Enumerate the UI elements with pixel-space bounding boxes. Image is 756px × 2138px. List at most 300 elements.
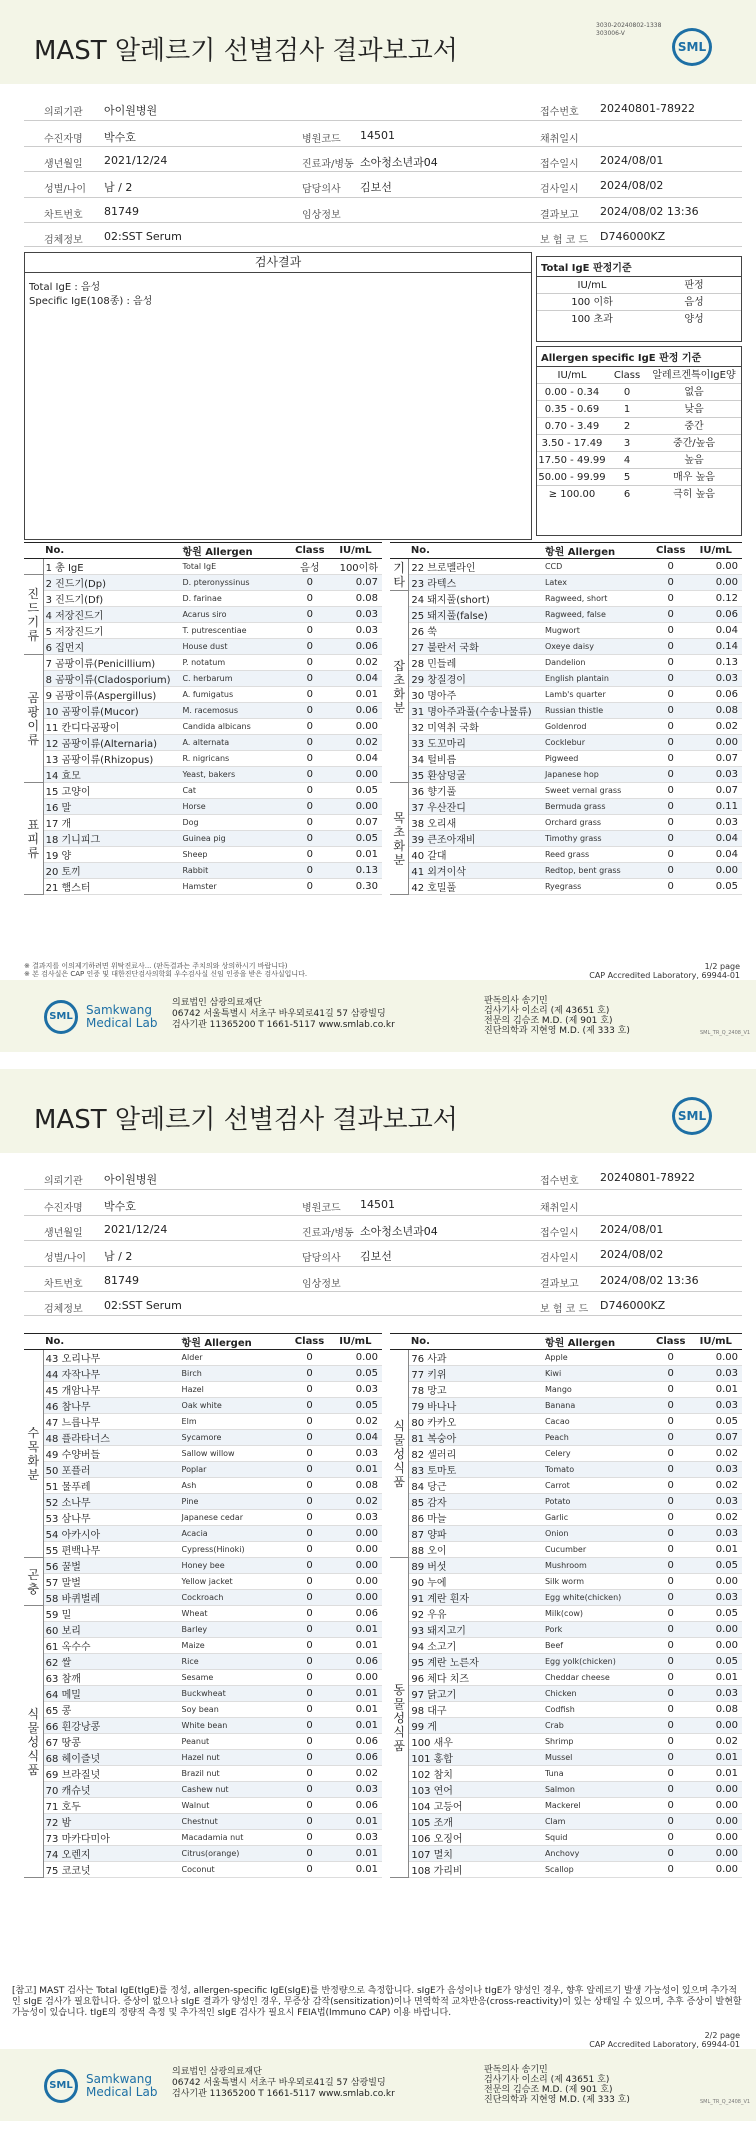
allergen-group: [24, 559, 43, 575]
footer-logo-icon: SML: [44, 2069, 78, 2103]
allergen-value: 0.06: [329, 639, 382, 655]
allergen-value: 0.03: [329, 1782, 382, 1798]
table-row: [390, 1782, 742, 1798]
allergen-value: 0.01: [329, 1686, 382, 1702]
allergen-value: 0.00: [329, 1558, 382, 1574]
table-row: [24, 1462, 382, 1478]
allergen-class: 0: [290, 1446, 328, 1462]
allergen-class: 0: [652, 767, 690, 783]
allergen-class: 0: [291, 607, 329, 623]
table-row: [24, 1622, 382, 1638]
allergen-english: Chestnut: [180, 1814, 291, 1830]
table-row: [390, 1526, 742, 1542]
allergen-value: 0.04: [329, 751, 382, 767]
no-header: No.: [409, 1334, 543, 1350]
allergen-class: 0: [652, 1446, 690, 1462]
allergen-name: 73 마카다미아: [43, 1830, 179, 1846]
allergen-group: 곰 팡 이 류: [24, 655, 43, 783]
allergen-value: 0.00: [329, 1670, 382, 1686]
table-row: [390, 1510, 742, 1526]
allergen-class: 0: [652, 703, 690, 719]
allergen-class: 0: [652, 831, 690, 847]
allergen-value: 0.03: [690, 671, 742, 687]
allergen-name: 54 아카시아: [43, 1526, 179, 1542]
allergen-value: 0.02: [690, 1734, 742, 1750]
allergen-value: 0.00: [329, 1590, 382, 1606]
table-row: [24, 1558, 382, 1574]
allergen-class: 0: [291, 719, 329, 735]
hospcode-label: 병원코드: [302, 134, 341, 145]
allergen-english: Reed grass: [543, 847, 652, 863]
allergen-value: 0.01: [690, 1750, 742, 1766]
allergen-class: 0: [652, 1686, 690, 1702]
allergen-english: Japanese cedar: [180, 1510, 291, 1526]
allergen-value: 0.03: [690, 815, 742, 831]
allergen-header: 항원 Allergen: [180, 1334, 291, 1350]
tested-label: 검사일시: [540, 184, 579, 195]
allergen-name: 59 밀: [43, 1606, 179, 1622]
table-row: [24, 1750, 382, 1766]
allergen-name: 19 양: [43, 847, 180, 863]
table-row: [24, 655, 382, 671]
allergen-value: 0.03: [329, 1446, 382, 1462]
allergen-english: English plantain: [543, 671, 652, 687]
allergen-english: C. herbarum: [180, 671, 290, 687]
allergen-value: 0.01: [329, 1622, 382, 1638]
table-row: [390, 1446, 742, 1462]
allergen-english: Tuna: [543, 1766, 652, 1782]
allergen-english: Acarus siro: [180, 607, 290, 623]
allergen-value: 0.02: [690, 1446, 742, 1462]
allergen-class: 0: [290, 1766, 328, 1782]
allergen-name: 103 연어: [409, 1782, 543, 1798]
table-row: [24, 1574, 382, 1590]
table-row: [390, 783, 742, 799]
table-row: [390, 1558, 742, 1574]
allergen-value: 0.04: [690, 623, 742, 639]
allergen-english: Oak white: [180, 1398, 291, 1414]
allergen-name: 14 효모: [43, 767, 180, 783]
allergen-class: 0: [652, 863, 690, 879]
allergen-class: 0: [291, 735, 329, 751]
allergen-class: 0: [290, 1430, 328, 1446]
allergen-class: 0: [291, 639, 329, 655]
allergen-name: 24 돼지풀(short): [409, 591, 543, 607]
allergen-value: 0.08: [329, 1478, 382, 1494]
allergen-name: 90 누에: [409, 1574, 543, 1590]
allergen-english: Celery: [543, 1446, 652, 1462]
chart-value: 81749: [104, 205, 139, 218]
allergen-name: 95 계란 노른자: [409, 1654, 543, 1670]
allergen-class: 0: [291, 655, 329, 671]
allergen-name: 33 도꼬마리: [409, 735, 543, 751]
group-header: [390, 543, 409, 559]
allergen-class: 0: [290, 1750, 328, 1766]
table-row: [390, 719, 742, 735]
allergen-english: Kiwi: [543, 1366, 652, 1382]
allergen-value: 0.00: [690, 575, 742, 591]
allergen-english: Timothy grass: [543, 831, 652, 847]
allergen-name: 99 게: [409, 1718, 543, 1734]
allergen-name: 104 고등어: [409, 1798, 543, 1814]
reported-value: 2024/08/02 13:36: [600, 205, 699, 218]
allergen-class: 0: [652, 1526, 690, 1542]
allergen-group: 잡 초 화 분: [390, 591, 409, 783]
allergen-name: 101 홍합: [409, 1750, 543, 1766]
allergen-english: Pigweed: [543, 751, 652, 767]
table-row: [24, 815, 382, 831]
allergen-class: 0: [291, 575, 329, 591]
allergen-name: 60 보리: [43, 1622, 179, 1638]
allergen-class: 0: [652, 1670, 690, 1686]
allergen-value: 0.00: [690, 1830, 742, 1846]
report-title: MAST 알레르기 선별검사 결과보고서: [34, 1105, 458, 1135]
allergen-class: 0: [652, 1814, 690, 1830]
allergen-name: 62 쌀: [43, 1654, 179, 1670]
allergen-name: 43 오리나무: [43, 1350, 179, 1366]
allergen-class: 0: [290, 1622, 328, 1638]
allergen-name: 85 감자: [409, 1494, 543, 1510]
table-row: [390, 847, 742, 863]
allergen-class: 0: [652, 1718, 690, 1734]
allergen-name: 105 조개: [409, 1814, 543, 1830]
allergen-table-p1-left: [24, 542, 382, 895]
allergen-name: 10 곰팡이류(Mucor): [43, 703, 180, 719]
table-row: [24, 639, 382, 655]
allergen-value: 0.05: [329, 831, 382, 847]
allergen-class: 0: [652, 719, 690, 735]
allergen-value: 0.30: [329, 879, 382, 895]
allergen-name: 17 개: [43, 815, 180, 831]
table-row: [24, 623, 382, 639]
allergen-english: Hazel nut: [180, 1750, 291, 1766]
allergen-class: 0: [652, 1862, 690, 1878]
allergen-class: 0: [290, 1382, 328, 1398]
allergen-english: Yeast, bakers: [180, 767, 290, 783]
specimen-label: 검체정보: [44, 235, 83, 246]
allergen-english: Soy bean: [180, 1702, 291, 1718]
allergen-english: Silk worm: [543, 1574, 652, 1590]
allergen-english: Lamb's quarter: [543, 687, 652, 703]
table-row: [24, 1798, 382, 1814]
allergen-value: 0.01: [329, 687, 382, 703]
allergen-class: 0: [290, 1686, 328, 1702]
allergen-english: Mango: [543, 1382, 652, 1398]
allergen-name: 26 쑥: [409, 623, 543, 639]
table-row: [24, 1542, 382, 1558]
allergen-english: Candida albicans: [180, 719, 290, 735]
table-row: [390, 1670, 742, 1686]
table-row: [24, 1494, 382, 1510]
allergen-class: 0: [652, 1494, 690, 1510]
accession-value: 20240801-78922: [600, 102, 695, 115]
allergen-english: Goldenrod: [543, 719, 652, 735]
allergen-english: Ragweed, short: [543, 591, 652, 607]
allergen-class: 0: [291, 863, 329, 879]
allergen-english: Total IgE: [180, 559, 290, 575]
allergen-english: Mushroom: [543, 1558, 652, 1574]
allergen-class: 0: [652, 879, 690, 895]
allergen-english: A. alternata: [180, 735, 290, 751]
sml-logo-icon: SML: [672, 1097, 712, 1135]
allergen-value: 0.13: [329, 863, 382, 879]
table-row: [24, 1670, 382, 1686]
table-row: [24, 1526, 382, 1542]
allergen-value: 0.11: [690, 799, 742, 815]
allergen-english: Squid: [543, 1830, 652, 1846]
allergen-class: 0: [652, 1638, 690, 1654]
class-header: Class: [291, 543, 329, 559]
allergen-group: 기 타: [390, 559, 409, 591]
allergen-english: Chicken: [543, 1686, 652, 1702]
allergen-english: Birch: [180, 1366, 291, 1382]
allergen-value: 0.01: [690, 1382, 742, 1398]
allergen-name: 11 칸디다곰팡이: [43, 719, 180, 735]
allergen-value: 0.08: [690, 703, 742, 719]
sexage-label: 성별/나이: [44, 184, 87, 195]
allergen-header: 항원 Allergen: [543, 1334, 652, 1350]
allergen-value: 0.00: [690, 735, 742, 751]
allergen-class: 0: [290, 1494, 328, 1510]
allergen-class: 0: [291, 783, 329, 799]
table-row: [24, 1846, 382, 1862]
allergen-class: 0: [290, 1574, 328, 1590]
allergen-value: 0.04: [329, 671, 382, 687]
allergen-header: 항원 Allergen: [180, 543, 290, 559]
table-row: [24, 1430, 382, 1446]
allergen-name: 79 바나나: [409, 1398, 543, 1414]
allergen-class: 0: [290, 1510, 328, 1526]
received-value: 2024/08/01: [600, 154, 664, 167]
table-row: [24, 831, 382, 847]
allergen-value: 0.05: [690, 1654, 742, 1670]
table-row: [24, 1478, 382, 1494]
allergen-name: 98 대구: [409, 1702, 543, 1718]
allergen-name: 12 곰팡이류(Alternaria): [43, 735, 180, 751]
allergen-name: 106 오징어: [409, 1830, 543, 1846]
chart-label: 차트번호: [44, 210, 83, 221]
allergen-name: 81 복숭아: [409, 1430, 543, 1446]
allergen-name: 15 고양이: [43, 783, 180, 799]
footer-logo-icon: SML: [44, 1000, 78, 1034]
allergen-english: A. fumigatus: [180, 687, 290, 703]
table-row: [24, 1606, 382, 1622]
table-row: [390, 1622, 742, 1638]
allergen-name: 42 호밀풀: [409, 879, 543, 895]
table-row: [390, 1366, 742, 1382]
table-row: [390, 1398, 742, 1414]
allergen-value: 0.03: [690, 1526, 742, 1542]
total-ige-criteria: Total IgE 판정기준 IU/mL 판정 100 이하 음성 100 초과 양성: [536, 256, 742, 342]
allergen-english: Onion: [543, 1526, 652, 1542]
table-row: [390, 799, 742, 815]
allergen-english: Sheep: [180, 847, 290, 863]
allergen-value: 0.07: [690, 1430, 742, 1446]
allergen-class: 0: [290, 1654, 328, 1670]
allergen-name: 87 양파: [409, 1526, 543, 1542]
allergen-english: Peach: [543, 1430, 652, 1446]
allergen-name: 63 참깨: [43, 1670, 179, 1686]
allergen-value: 0.03: [690, 1494, 742, 1510]
allergen-value: 0.00: [690, 1638, 742, 1654]
allergen-class: 0: [290, 1606, 328, 1622]
allergen-value: 0.01: [329, 1462, 382, 1478]
table-row: [24, 1782, 382, 1798]
table-row: [390, 1638, 742, 1654]
allergen-value: 0.00: [690, 1782, 742, 1798]
table-row: [24, 1766, 382, 1782]
allergen-name: 47 느릅나무: [43, 1414, 179, 1430]
allergen-english: Latex: [543, 575, 652, 591]
allergen-name: 23 라텍스: [409, 575, 543, 591]
table-row: [390, 1654, 742, 1670]
allergen-class: 0: [290, 1638, 328, 1654]
allergen-class: 0: [652, 735, 690, 751]
allergen-class: 0: [652, 639, 690, 655]
allergen-english: Alder: [180, 1350, 291, 1366]
table-row: [24, 879, 382, 895]
allergen-group: 표 피 류: [24, 783, 43, 895]
allergen-class: 0: [652, 1766, 690, 1782]
allergen-name: 41 외겨이삭: [409, 863, 543, 879]
allergen-name: 16 말: [43, 799, 180, 815]
allergen-english: Beef: [543, 1638, 652, 1654]
allergen-name: 45 개암나무: [43, 1382, 179, 1398]
header-code: 3030-20240802-1338 303006-V: [596, 22, 662, 37]
table-row: [390, 639, 742, 655]
allergen-class: 0: [652, 1398, 690, 1414]
allergen-name: 4 저장진드기: [43, 607, 180, 623]
table-row: [390, 623, 742, 639]
table-row: [24, 607, 382, 623]
allergen-value: 0.00: [690, 1846, 742, 1862]
table-row: [24, 671, 382, 687]
allergen-name: 58 바퀴벌레: [43, 1590, 179, 1606]
allergen-class: 0: [652, 1366, 690, 1382]
allergen-class: 음성: [291, 559, 329, 575]
allergen-value: 0.03: [329, 623, 382, 639]
allergen-english: Brazil nut: [180, 1766, 291, 1782]
group-header: [24, 1334, 43, 1350]
allergen-class: 0: [652, 1734, 690, 1750]
allergen-class: 0: [652, 623, 690, 639]
allergen-value: 0.01: [329, 1638, 382, 1654]
allergen-english: Dandelion: [543, 655, 652, 671]
allergen-english: Anchovy: [543, 1846, 652, 1862]
table-row: [390, 1462, 742, 1478]
allergen-class: 0: [291, 623, 329, 639]
allergen-english: Carrot: [543, 1478, 652, 1494]
allergen-value: 0.08: [329, 591, 382, 607]
specific-ige-criteria: Allergen specific IgE 판정 기준 IU/mL Class 알레르겐특이IgE양 0.00 - 0.34 0 없음 0.35 - 0.69 1 낮음 0.70 - 3.49 2 중간 3.50 - 17.49 3 중간/높음 17.50 - 49.99 4 높음 50.00 - 99.99 5 매우 높음 ≥ 100.00 6 극히 높음: [536, 346, 742, 536]
page-number: 2/2 page CAP Accredited Laboratory, 69944-01: [589, 2031, 740, 2049]
allergen-english: Sallow willow: [180, 1446, 291, 1462]
class-header: Class: [290, 1334, 328, 1350]
no-header: No.: [43, 543, 180, 559]
clinical-label: 임상정보: [302, 210, 341, 221]
table-row: [390, 1430, 742, 1446]
allergen-english: Salmon: [543, 1782, 652, 1798]
table-row: [390, 815, 742, 831]
table-row: [390, 1734, 742, 1750]
allergen-value: 0.01: [690, 1766, 742, 1782]
table-row: [24, 1510, 382, 1526]
allergen-value: 0.05: [690, 1606, 742, 1622]
allergen-name: 20 토끼: [43, 863, 180, 879]
allergen-class: 0: [290, 1670, 328, 1686]
unit-header: IU/mL: [329, 543, 382, 559]
allergen-class: 0: [290, 1830, 328, 1846]
allergen-value: 0.06: [690, 607, 742, 623]
allergen-class: 0: [652, 591, 690, 607]
allergen-class: 0: [652, 575, 690, 591]
table-row: [390, 1750, 742, 1766]
allergen-value: 0.06: [690, 687, 742, 703]
class-header: Class: [652, 543, 690, 559]
report-title: MAST 알레르기 선별검사 결과보고서: [34, 36, 458, 66]
allergen-value: 0.02: [329, 1414, 382, 1430]
allergen-english: Cockroach: [180, 1590, 291, 1606]
allergen-value: 0.06: [329, 1750, 382, 1766]
allergen-class: 0: [652, 1462, 690, 1478]
allergen-name: 64 메밀: [43, 1686, 179, 1702]
page-header: [0, 1069, 756, 1153]
allergen-english: Scallop: [543, 1862, 652, 1878]
allergen-class: 0: [290, 1702, 328, 1718]
allergen-class: 0: [291, 671, 329, 687]
allergen-name: 57 말벌: [43, 1574, 179, 1590]
reference-note: [참고] MAST 검사는 Total IgE(tIgE)를 정성, allergen-specific IgE(sIgE)를 반정량으로 측정합니다. sIgE가 음성이나 tIgE가 양성인 경우, 향후 알레르기 발생 가능성이 있으며 추가적인 sIgE 검사가 필요합니다. 증상이 없으나 sIgE 결과가 양성인 경우, 무증상 감작(sensitization)이나 면역학적 교차반응(cross-reactivity)이 있는 상태일 수 있으며, 추후 증상이 발현할 가능성이 있습니다. tIgE의 정량적 측정 및 추가적인 sIgE 검사가 필요시 FEIA법(Immuno CAP) 이용 바랍니다.: [12, 1986, 742, 2018]
table-row: [24, 1446, 382, 1462]
table-row: [390, 1798, 742, 1814]
table-row: [24, 799, 382, 815]
footer-address: 의료법인 삼광의료재단 06742 서울특별시 서초구 바우뫼로41길 57 삼광빌딩 검사기관 11365200 T 1661-5117 www.smlab.co.kr: [172, 2067, 395, 2099]
allergen-table-p2-left: [24, 1333, 382, 1878]
allergen-english: Cucumber: [543, 1542, 652, 1558]
allergen-class: 0: [652, 847, 690, 863]
table-row: [390, 703, 742, 719]
allergen-english: Garlic: [543, 1510, 652, 1526]
allergen-value: 0.06: [329, 703, 382, 719]
allergen-name: 83 토마토: [409, 1462, 543, 1478]
hospital-value: 아이원병원: [104, 104, 158, 117]
allergen-english: Barley: [180, 1622, 291, 1638]
allergen-english: Japanese hop: [543, 767, 652, 783]
table-row: [24, 1350, 382, 1366]
allergen-class: 0: [290, 1462, 328, 1478]
no-header: No.: [43, 1334, 179, 1350]
allergen-english: Ash: [180, 1478, 291, 1494]
table-row: [390, 1846, 742, 1862]
allergen-english: Oxeye daisy: [543, 639, 652, 655]
allergen-english: Walnut: [180, 1798, 291, 1814]
allergen-name: 102 참치: [409, 1766, 543, 1782]
allergen-english: Tomato: [543, 1462, 652, 1478]
allergen-value: 0.02: [329, 1494, 382, 1510]
allergen-english: Wheat: [180, 1606, 291, 1622]
allergen-name: 78 망고: [409, 1382, 543, 1398]
footer-address: 의료법인 삼광의료재단 06742 서울특별시 서초구 바우뫼로41길 57 삼광빌딩 검사기관 11365200 T 1661-5117 www.smlab.co.kr: [172, 998, 395, 1030]
page-header: [0, 0, 756, 84]
table-row: [24, 719, 382, 735]
table-row: [390, 1590, 742, 1606]
allergen-class: 0: [290, 1862, 328, 1878]
allergen-class: 0: [652, 687, 690, 703]
specimen-value: 02:SST Serum: [104, 230, 182, 243]
allergen-group: 식 물 성 식 품: [24, 1606, 43, 1878]
allergen-english: Honey bee: [180, 1558, 291, 1574]
allergen-english: Cocklebur: [543, 735, 652, 751]
